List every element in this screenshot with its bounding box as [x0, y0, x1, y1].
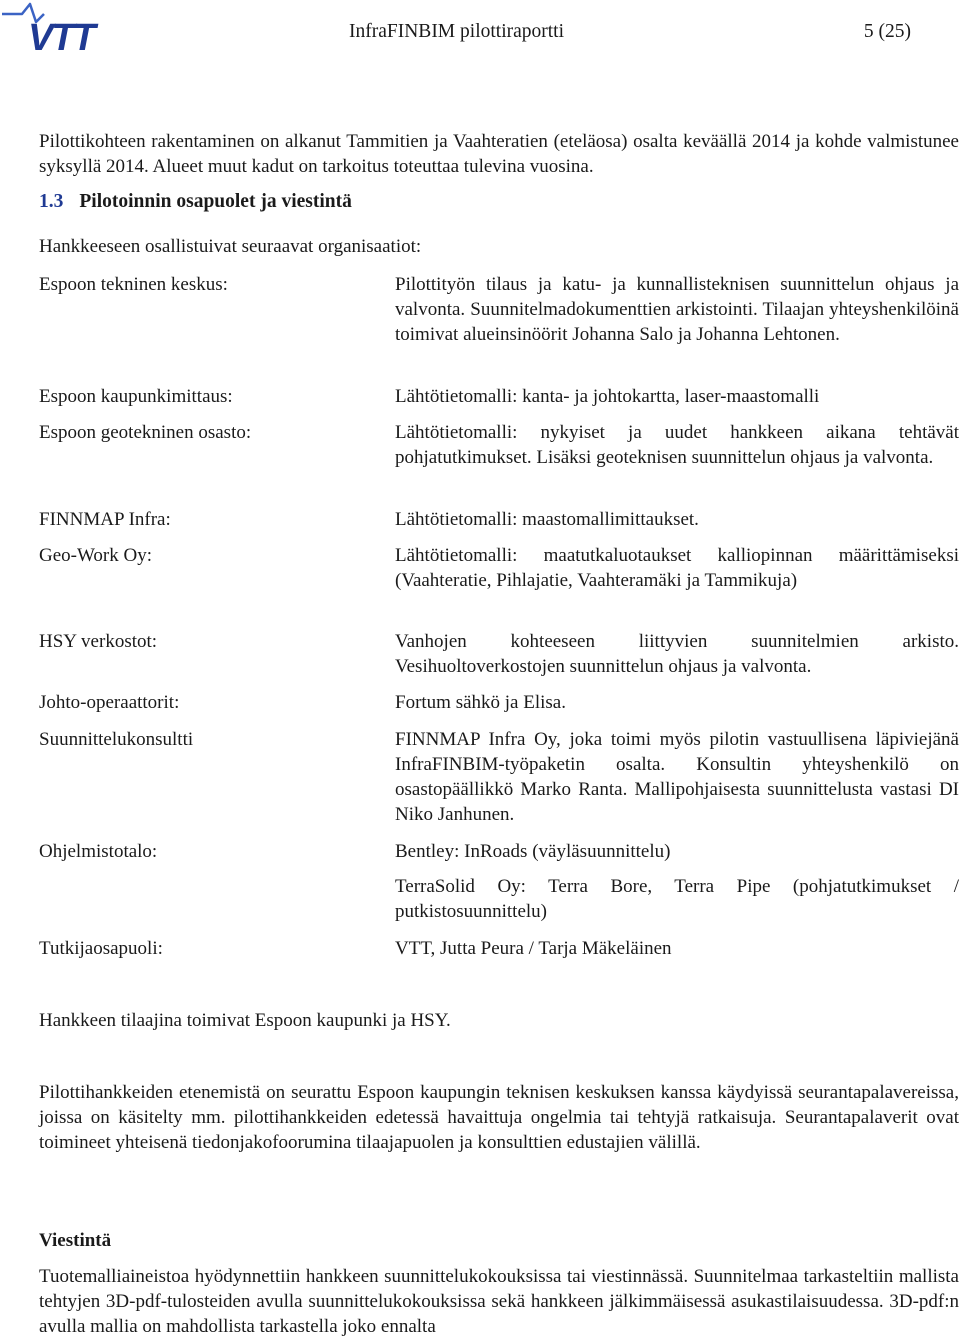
section-heading — [39, 189, 352, 215]
vtt-logo — [0, 0, 150, 60]
org-description: Pilottityön tilaus ja katu- ja kunnallisteknisen suunnittelun ohjaus ja valvonta. Suunnitelmadokumenttien arkistointi. Tilaajan yhteyshenkilöinä toimivat alueinsinöörit Johanna Salo ja Johanna Lehtonen. — [395, 274, 959, 345]
org-label: Espoon tekninen keskus: — [39, 274, 228, 295]
org-label: Espoon kaupunkimittaus: — [39, 386, 233, 407]
org-description: Bentley: InRoads (väyläsuunnittelu) — [395, 841, 671, 862]
client-note: Hankkeen tilaajina toimivat Espoon kaupunki ja HSY. — [39, 1010, 451, 1031]
communication-paragraph: Tuotemalliaineistoa hyödynnettiin hankkeen suunnittelukokouksissa tai viestinnässä. Suunnitelmaa tarkasteltiin mallista tehtyjen 3D-pdf-tulosteiden avulla suunnittelukokouksissa sekä hankkeen jälkimmäisessä asukastilaisuudessa. 3D-pdf:n avulla mallia on mahdollista tarkastella joko ennalta — [39, 1266, 959, 1337]
org-description: Lähtötietomalli: maastomallimittaukset. — [395, 509, 699, 530]
org-label: FINNMAP Infra: — [39, 509, 171, 530]
org-label: Tutkijaosapuoli: — [39, 938, 163, 959]
org-description: Lähtötietomalli: kanta- ja johtokartta, laser-maastomalli — [395, 386, 820, 407]
org-description: Vanhojen kohteeseen liittyvien suunnitelmien arkisto. Vesihuoltoverkostojen suunnittelun ohjaus ja valvonta. — [395, 631, 959, 677]
org-label: Johto-operaattorit: — [39, 692, 180, 713]
section-number: 1.3 — [39, 191, 64, 212]
svg-text:VTT: VTT — [28, 17, 94, 59]
org-label: Suunnittelukonsultti — [39, 729, 194, 750]
org-description: TerraSolid Oy: Terra Bore, Terra Pipe (pohjatutkimukset / putkistosuunnittelu) — [395, 876, 959, 922]
org-description: Lähtötietomalli: nykyiset ja uudet hankkeen aikana tehtävät pohjatutkimukset. Lisäksi geoteknisen suunnittelun ohjaus ja valvonta. — [395, 422, 959, 468]
section-title: Pilotoinnin osapuolet ja viestintä — [79, 191, 352, 212]
org-label: Espoon geotekninen osasto: — [39, 422, 252, 443]
org-description: FINNMAP Infra Oy, joka toimi myös pilotin vastuullisena läpiviejänä InfraFINBIM-työpaketin osalta. Konsultin yhteyshenkilö on osastopäällikkö Marko Ranta. Mallipohjaisesta suunnittelusta vastasi DI Niko Janhunen. — [395, 729, 959, 825]
org-description: Fortum sähkö ja Elisa. — [395, 692, 566, 713]
org-label: HSY verkostot: — [39, 631, 158, 652]
page-number: 5 (25) — [863, 21, 911, 42]
org-description: VTT, Jutta Peura / Tarja Mäkeläinen — [395, 938, 672, 959]
org-description: Lähtötietomalli: maatutkaluotaukset kalliopinnan määrittämiseksi (Vaahteratie, Pihlajatie, Vaahteramäki ja Tammikuja) — [395, 545, 959, 591]
progress-paragraph: Pilottihankkeiden etenemistä on seurattu Espoon kaupungin teknisen keskuksen kanssa käydyissä seurantapalavereissa, joissa on käsitelty mm. pilottihankkeiden edetessä havaittuja ongelmia tai tehtyjä ratkaisuja. Seurantapalaverit ovat toimineet yhteisenä tiedonjakofoorumina tilaajapuolen ja konsulttien edustajien välillä. — [39, 1082, 959, 1153]
intro-paragraph: Pilottikohteen rakentaminen on alkanut Tammitien ja Vaahteratien (eteläosa) osalta keväällä 2014 ja kohde valmistunee syksyllä 2014. Alueet muut kadut on tarkoitus toteuttaa tulevina vuosina. — [39, 131, 959, 177]
org-label: Ohjelmistotalo: — [39, 841, 158, 862]
org-label: Geo-Work Oy: — [39, 545, 152, 566]
communication-heading: Viestintä — [39, 1230, 112, 1251]
organizations-intro: Hankkeeseen osallistuivat seuraavat organisaatiot: — [39, 236, 422, 257]
vtt-logo-graphic — [0, 0, 150, 60]
report-title: InfraFINBIM pilottiraportti — [349, 21, 565, 42]
